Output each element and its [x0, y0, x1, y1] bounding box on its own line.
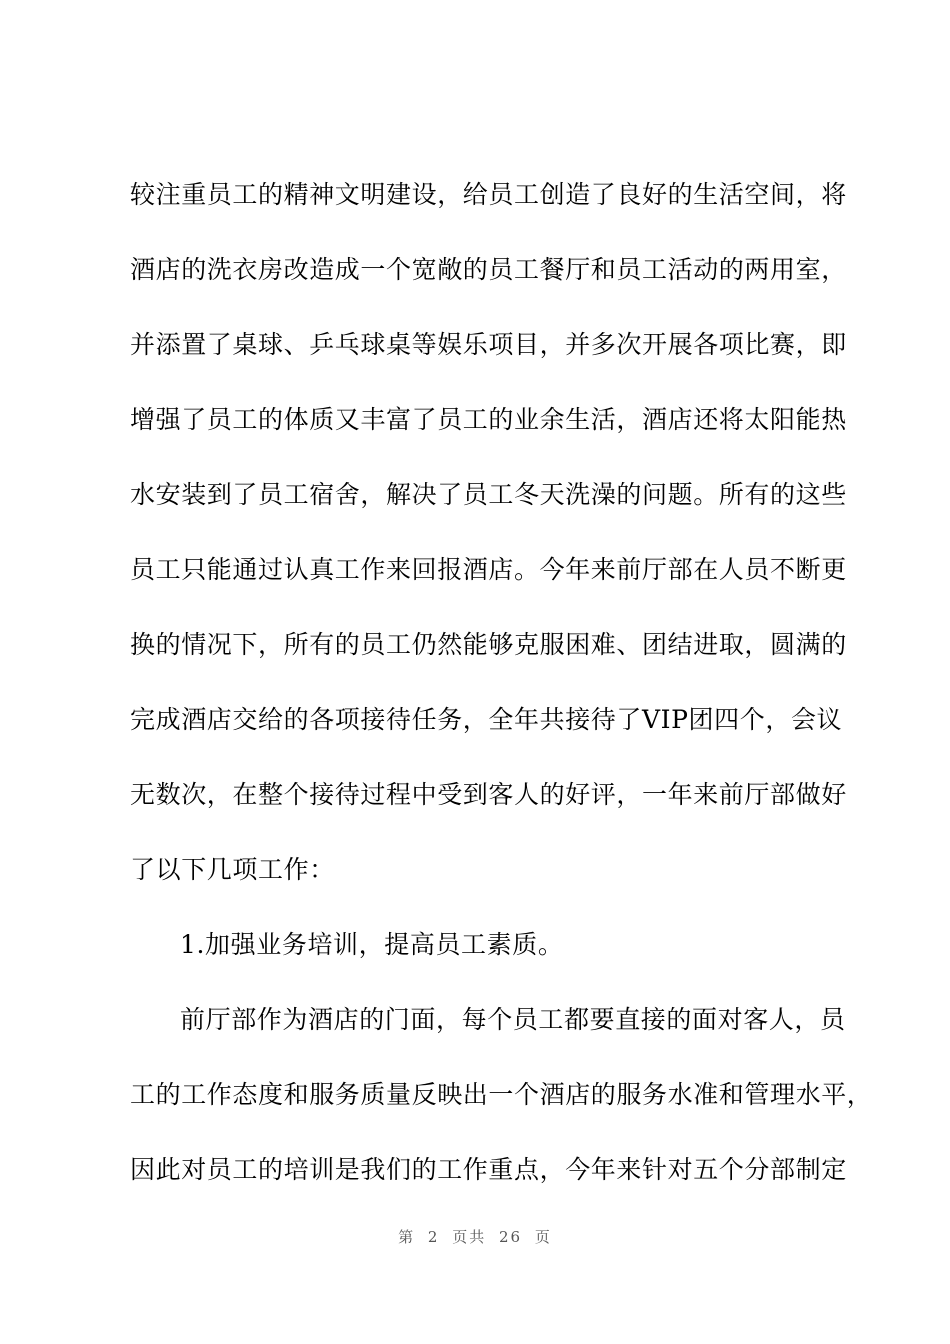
paragraph-line: 换的情况下，所有的员工仍然能够克服困难、团结进取，圆满的 — [130, 630, 847, 659]
paragraph-line: 完成酒店交给的各项接待任务，全年共接待了VIP团四个，会议 — [130, 705, 843, 734]
paragraph-line: 无数次，在整个接待过程中受到客人的好评，一年来前厅部做好 — [130, 780, 847, 809]
body-text — [130, 172, 873, 1222]
paragraph-line: 酒店的洗衣房改造成一个宽敞的员工餐厅和员工活动的两用室， — [130, 255, 847, 284]
paragraph-line: 较注重员工的精神文明建设，给员工创造了良好的生活空间，将 — [130, 180, 847, 209]
footer-prefix: 第 — [398, 1228, 416, 1246]
paragraph-line: 水安装到了员工宿舍，解决了员工冬天洗澡的问题。所有的这些 — [130, 480, 847, 509]
paragraph-line: 了以下几项工作： — [130, 855, 335, 884]
paragraph-line: 前厅部作为酒店的门面，每个员工都要直接的面对客人，员 — [180, 1005, 846, 1034]
paragraph-line: 因此对员工的培训是我们的工作重点，今年来针对五个分部制定 — [130, 1155, 847, 1184]
total-page-count: 26 — [499, 1228, 523, 1246]
footer-suffix: 页 — [534, 1228, 552, 1246]
paragraph-line: 增强了员工的体质又丰富了员工的业余生活，酒店还将太阳能热 — [130, 405, 847, 434]
paragraph-line: 工的工作态度和服务质量反映出一个酒店的服务水准和管理水平， — [130, 1080, 873, 1109]
paragraph-line: 员工只能通过认真工作来回报酒店。今年来前厅部在人员不断更 — [130, 555, 847, 584]
section-heading: 1.加强业务培训，提高员工素质。 — [180, 930, 564, 959]
current-page-number: 2 — [427, 1228, 440, 1246]
footer-middle: 页共 — [452, 1228, 487, 1246]
paragraph-line: 并添置了桌球、乒乓球桌等娱乐项目，并多次开展各项比赛，即 — [130, 330, 847, 359]
page-footer — [0, 1226, 950, 1247]
